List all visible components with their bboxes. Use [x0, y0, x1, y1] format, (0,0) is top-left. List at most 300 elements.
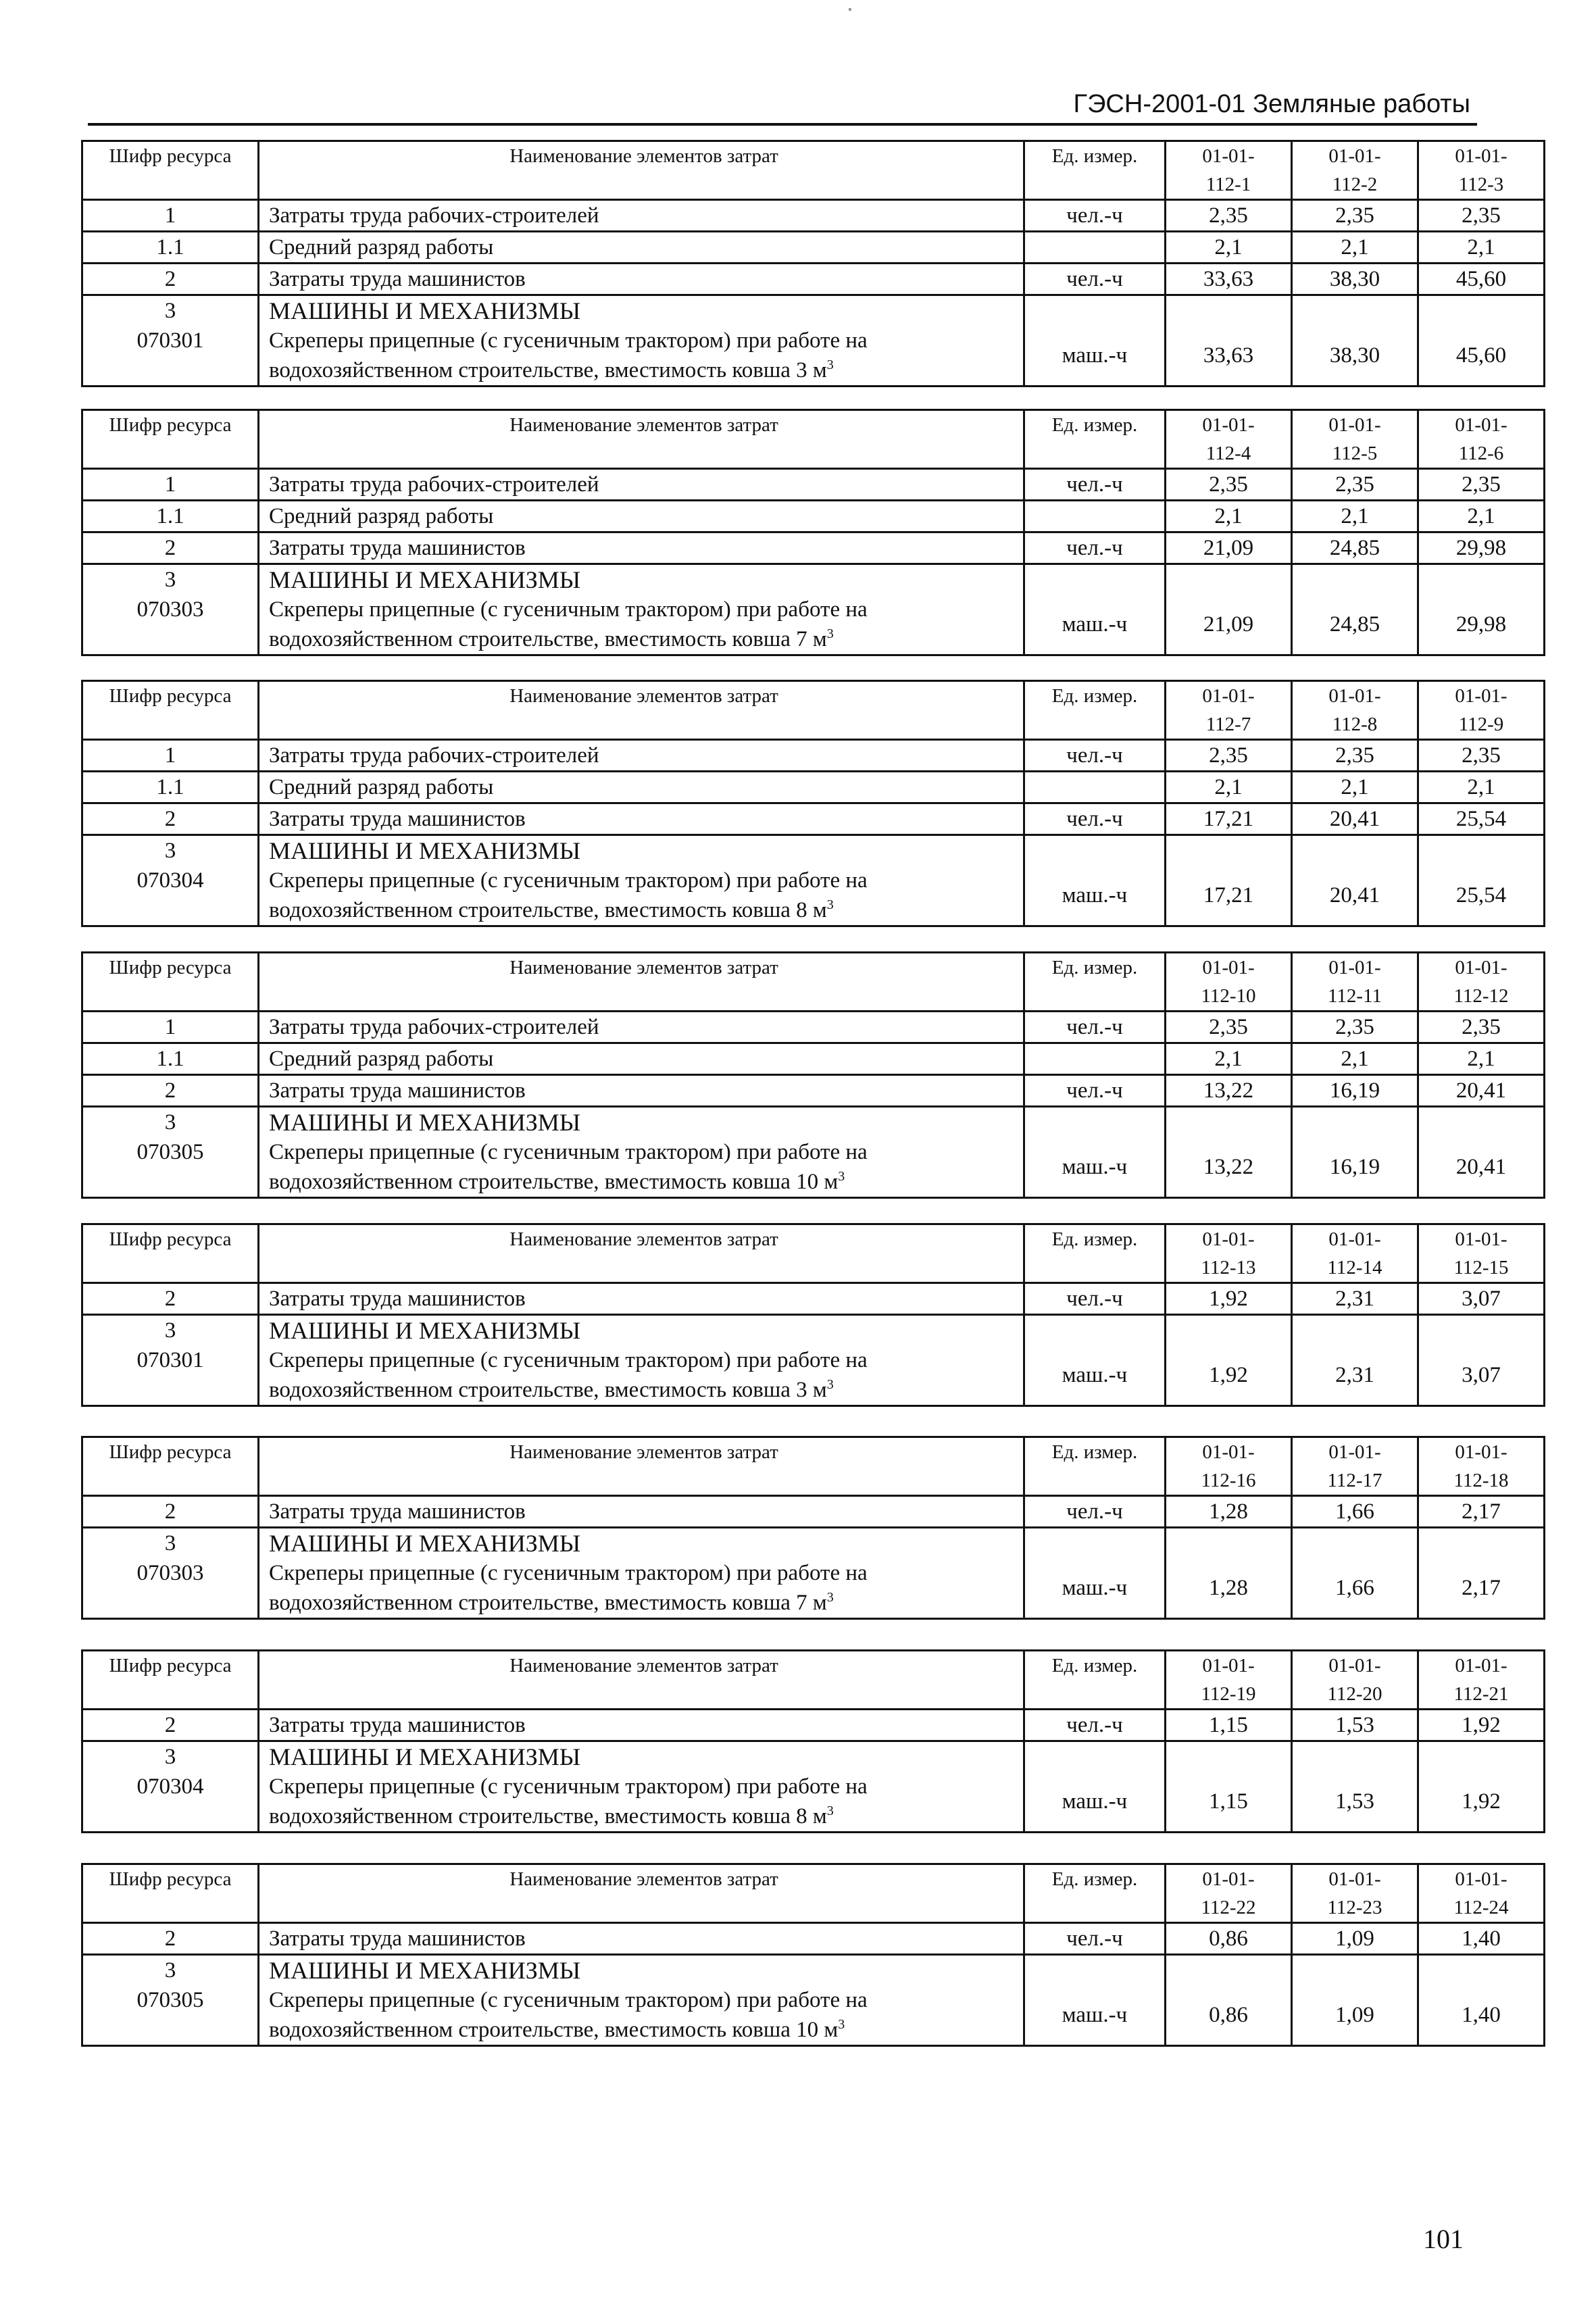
row-value: 2,35 [1166, 740, 1292, 772]
row-value: 2,1 [1418, 772, 1545, 803]
operators-row [82, 1283, 1545, 1315]
machine-description-line: Скреперы прицепные (с гусеничным трактором) при работе на [269, 1774, 868, 1799]
norm-code-part: 01-01- [1455, 957, 1507, 978]
norm-code-part: 01-01- [1455, 685, 1507, 707]
machine-description-line: Скреперы прицепные (с гусеничным трактором) при работе на [269, 868, 868, 893]
norm-code-part: 01-01- [1202, 1228, 1255, 1250]
row-name: Затраты труда машинистов [259, 532, 1024, 564]
row-value: 0,86 [1166, 1923, 1292, 1955]
row-value: 2,1 [1166, 232, 1292, 264]
machine-value: 21,09 [1166, 595, 1292, 655]
header-name: Наименование элементов затрат [259, 953, 1024, 1012]
operators-row [82, 1075, 1545, 1107]
row-unit: чел.-ч [1024, 1710, 1166, 1741]
row-name: Затраты труда машинистов [259, 1710, 1024, 1741]
machines-section-row [82, 1528, 1545, 1559]
operators-row [82, 1496, 1545, 1528]
header-unit: Ед. измер. [1024, 1437, 1166, 1496]
norm-code-part: 01-01- [1328, 685, 1381, 707]
empty-cell [1166, 1528, 1292, 1559]
norm-code-header [1418, 1864, 1545, 1923]
unit-superscript: 3 [826, 626, 834, 641]
norm-code-part: 112-8 [1332, 714, 1378, 735]
scan-speck [849, 8, 851, 11]
norm-code-header [1292, 681, 1418, 740]
row-name: Затраты труда машинистов [259, 1283, 1024, 1315]
norm-code-part: 01-01- [1202, 1655, 1255, 1676]
row-code: 1 [82, 1012, 259, 1043]
machine-description-line: Скреперы прицепные (с гусеничным трактором) при работе на [269, 1561, 868, 1585]
row-value: 1,40 [1418, 1923, 1545, 1955]
norm-code-part: 01-01- [1455, 414, 1507, 436]
machine-code: 070303 [82, 595, 259, 655]
machine-description-line [269, 624, 1019, 654]
machine-unit: маш.-ч [1024, 1772, 1166, 1833]
row-value: 25,54 [1418, 803, 1545, 835]
section-code: 3 [82, 1528, 259, 1559]
row-value: 16,19 [1292, 1075, 1418, 1107]
row-value: 1,92 [1418, 1710, 1545, 1741]
row-unit: чел.-ч [1024, 264, 1166, 295]
section-title: МАШИНЫ И МЕХАНИЗМЫ [259, 1741, 1024, 1772]
machine-value: 2,17 [1418, 1558, 1545, 1619]
machine-value: 45,60 [1418, 326, 1545, 387]
norm-code-header [1292, 1651, 1418, 1710]
row-unit: чел.-ч [1024, 469, 1166, 501]
row-code: 2 [82, 264, 259, 295]
unit-superscript: 3 [826, 1377, 834, 1392]
header-row [82, 1437, 1545, 1496]
machine-value: 13,22 [1166, 1137, 1292, 1198]
norm-code-header [1418, 953, 1545, 1012]
row-code: 1.1 [82, 772, 259, 803]
norm-code-part: 01-01- [1328, 1441, 1381, 1463]
norm-code-part: 112-19 [1201, 1683, 1256, 1705]
row-code: 1 [82, 469, 259, 501]
header-unit: Ед. измер. [1024, 1224, 1166, 1283]
row-value: 29,98 [1418, 532, 1545, 564]
resource-table [81, 680, 1545, 927]
header-row [82, 1864, 1545, 1923]
machine-description [259, 866, 1024, 926]
row-name: Затраты труда машинистов [259, 1496, 1024, 1528]
machine-capacity-text: водохозяйственном строительстве, вместимость ковша 10 м [269, 1170, 839, 1194]
empty-cell [1024, 1107, 1166, 1138]
row-value: 20,41 [1418, 1075, 1545, 1107]
norm-code-header [1166, 1651, 1292, 1710]
empty-cell [1418, 1741, 1545, 1772]
machine-capacity-text: водохозяйственном строительстве, вместимость ковша 10 м [269, 2018, 839, 2042]
row-value: 2,1 [1292, 772, 1418, 803]
norm-code-part: 01-01- [1202, 145, 1255, 167]
section-title: МАШИНЫ И МЕХАНИЗМЫ [259, 295, 1024, 326]
row-unit [1024, 772, 1166, 803]
row-value: 2,35 [1418, 1012, 1545, 1043]
page-number: 101 [1423, 2224, 1464, 2254]
header-unit: Ед. измер. [1024, 141, 1166, 200]
empty-cell [1166, 1955, 1292, 1986]
labor-row [82, 469, 1545, 501]
empty-cell [1024, 1741, 1166, 1772]
row-code: 2 [82, 1923, 259, 1955]
row-unit [1024, 1043, 1166, 1075]
machine-code: 070301 [82, 1345, 259, 1406]
empty-cell [1166, 564, 1292, 595]
grade-row [82, 1043, 1545, 1075]
empty-cell [1418, 1315, 1545, 1346]
norm-code-part: 01-01- [1455, 1655, 1507, 1676]
norm-code-part: 112-11 [1327, 985, 1382, 1007]
norm-code-header [1292, 1864, 1418, 1923]
empty-cell [1166, 295, 1292, 326]
header-code: Шифр ресурса [82, 681, 259, 740]
row-value: 2,1 [1292, 232, 1418, 264]
machine-capacity-text: водохозяйственном строительстве, вместимость ковша 8 м [269, 1804, 827, 1828]
header-name: Наименование элементов затрат [259, 1651, 1024, 1710]
machines-section-row [82, 1741, 1545, 1772]
norm-code-part: 112-20 [1327, 1683, 1382, 1705]
norm-code-part: 01-01- [1328, 1655, 1381, 1676]
norm-code-part: 112-23 [1327, 1897, 1382, 1918]
empty-cell [1292, 1107, 1418, 1138]
machine-value: 17,21 [1166, 866, 1292, 926]
row-code: 1.1 [82, 501, 259, 532]
row-value: 2,35 [1418, 200, 1545, 232]
norm-code-part: 112-10 [1201, 985, 1256, 1007]
row-name: Затраты труда рабочих-строителей [259, 469, 1024, 501]
empty-cell [1024, 1955, 1166, 1986]
header-code: Шифр ресурса [82, 953, 259, 1012]
norm-code-part: 112-13 [1201, 1257, 1256, 1278]
empty-cell [1418, 564, 1545, 595]
empty-cell [1418, 1955, 1545, 1986]
machine-description-line [269, 2015, 1019, 2045]
machine-description-line [269, 895, 1019, 925]
machine-value: 20,41 [1292, 866, 1418, 926]
norm-code-header [1166, 1437, 1292, 1496]
section-code: 3 [82, 1315, 259, 1346]
row-unit: чел.-ч [1024, 200, 1166, 232]
row-value: 2,35 [1418, 469, 1545, 501]
row-code: 2 [82, 803, 259, 835]
machine-description [259, 595, 1024, 655]
empty-cell [1418, 1107, 1545, 1138]
machine-unit: маш.-ч [1024, 595, 1166, 655]
resource-table [81, 1863, 1545, 2047]
machine-description [259, 1558, 1024, 1619]
operators-row [82, 1710, 1545, 1741]
operators-row [82, 803, 1545, 835]
grade-row [82, 501, 1545, 532]
empty-cell [1024, 835, 1166, 866]
machine-description-line [269, 355, 1019, 385]
operators-row [82, 264, 1545, 295]
row-value: 24,85 [1292, 532, 1418, 564]
machine-code: 070304 [82, 1772, 259, 1833]
empty-cell [1292, 564, 1418, 595]
empty-cell [1292, 295, 1418, 326]
row-value: 2,35 [1166, 200, 1292, 232]
row-value: 2,35 [1292, 740, 1418, 772]
norm-code-part: 112-12 [1453, 985, 1509, 1007]
machine-value: 25,54 [1418, 866, 1545, 926]
document-title: ГЭСН-2001-01 Земляные работы [1073, 90, 1470, 118]
norm-code-header [1166, 1864, 1292, 1923]
empty-cell [1292, 1315, 1418, 1346]
row-value: 2,35 [1292, 200, 1418, 232]
row-unit: чел.-ч [1024, 740, 1166, 772]
machine-code: 070304 [82, 866, 259, 926]
row-value: 2,1 [1418, 501, 1545, 532]
norm-code-header [1418, 410, 1545, 469]
norm-code-header [1166, 953, 1292, 1012]
machine-capacity-text: водохозяйственном строительстве, вместимость ковша 3 м [269, 1378, 827, 1402]
row-value: 2,1 [1418, 232, 1545, 264]
norm-code-header [1292, 141, 1418, 200]
norm-code-part: 01-01- [1328, 414, 1381, 436]
machines-section-row [82, 1107, 1545, 1138]
norm-code-header [1292, 1437, 1418, 1496]
row-name: Затраты труда рабочих-строителей [259, 740, 1024, 772]
norm-code-part: 112-21 [1453, 1683, 1509, 1705]
norm-code-part: 112-15 [1453, 1257, 1509, 1278]
empty-cell [1166, 835, 1292, 866]
machine-value: 24,85 [1292, 595, 1418, 655]
row-unit: чел.-ч [1024, 803, 1166, 835]
machine-description [259, 1345, 1024, 1406]
norm-code-part: 112-3 [1458, 174, 1504, 195]
machine-value: 29,98 [1418, 595, 1545, 655]
row-code: 1.1 [82, 1043, 259, 1075]
grade-row [82, 772, 1545, 803]
machine-description-line [269, 1167, 1019, 1197]
norm-code-part: 112-5 [1332, 443, 1378, 464]
row-unit: чел.-ч [1024, 1283, 1166, 1315]
machine-value: 1,92 [1418, 1772, 1545, 1833]
row-value: 2,1 [1292, 1043, 1418, 1075]
norm-code-part: 01-01- [1455, 1441, 1507, 1463]
row-code: 1 [82, 200, 259, 232]
row-name: Затраты труда машинистов [259, 1075, 1024, 1107]
row-value: 1,09 [1292, 1923, 1418, 1955]
machines-section-row [82, 1955, 1545, 1986]
machine-value: 0,86 [1166, 1985, 1292, 2046]
header-unit: Ед. измер. [1024, 953, 1166, 1012]
row-value: 2,35 [1166, 1012, 1292, 1043]
norm-code-part: 01-01- [1202, 414, 1255, 436]
row-name: Средний разряд работы [259, 501, 1024, 532]
header-row [82, 410, 1545, 469]
empty-cell [1024, 1315, 1166, 1346]
norm-code-part: 01-01- [1455, 145, 1507, 167]
machine-description-line: Скреперы прицепные (с гусеничным трактором) при работе на [269, 328, 868, 353]
machine-description-line [269, 1801, 1019, 1831]
header-row [82, 1224, 1545, 1283]
machine-value: 2,31 [1292, 1345, 1418, 1406]
norm-code-header [1166, 681, 1292, 740]
norm-code-header [1292, 1224, 1418, 1283]
norm-code-header [1418, 1437, 1545, 1496]
row-value: 20,41 [1292, 803, 1418, 835]
machine-value: 38,30 [1292, 326, 1418, 387]
empty-cell [1418, 835, 1545, 866]
norm-code-part: 112-4 [1205, 443, 1251, 464]
norm-code-part: 01-01- [1202, 685, 1255, 707]
empty-cell [1024, 1528, 1166, 1559]
empty-cell [1292, 1955, 1418, 1986]
header-code: Шифр ресурса [82, 141, 259, 200]
norm-code-part: 112-22 [1201, 1897, 1256, 1918]
labor-row [82, 740, 1545, 772]
machine-description [259, 1772, 1024, 1833]
section-title: МАШИНЫ И МЕХАНИЗМЫ [259, 835, 1024, 866]
resource-table [81, 409, 1545, 656]
empty-cell [1166, 1107, 1292, 1138]
machine-unit: маш.-ч [1024, 1137, 1166, 1198]
header-name: Наименование элементов затрат [259, 681, 1024, 740]
norm-code-part: 01-01- [1328, 1228, 1381, 1250]
norm-code-part: 112-18 [1453, 1470, 1509, 1491]
row-unit: чел.-ч [1024, 532, 1166, 564]
header-code: Шифр ресурса [82, 410, 259, 469]
header-code: Шифр ресурса [82, 1437, 259, 1496]
row-value: 2,17 [1418, 1496, 1545, 1528]
row-name: Затраты труда рабочих-строителей [259, 1012, 1024, 1043]
row-name: Затраты труда рабочих-строителей [259, 200, 1024, 232]
header-name: Наименование элементов затрат [259, 1224, 1024, 1283]
row-value: 1,15 [1166, 1710, 1292, 1741]
machine-code: 070301 [82, 326, 259, 387]
norm-code-part: 01-01- [1202, 1441, 1255, 1463]
row-name: Затраты труда машинистов [259, 264, 1024, 295]
row-unit: чел.-ч [1024, 1075, 1166, 1107]
section-title: МАШИНЫ И МЕХАНИЗМЫ [259, 1107, 1024, 1138]
resource-table [81, 1436, 1545, 1620]
header-code: Шифр ресурса [82, 1864, 259, 1923]
machine-row [82, 595, 1545, 655]
row-value: 2,35 [1418, 740, 1545, 772]
machine-description [259, 1137, 1024, 1198]
norm-code-part: 112-14 [1327, 1257, 1382, 1278]
machine-unit: маш.-ч [1024, 866, 1166, 926]
grade-row [82, 232, 1545, 264]
machine-description-line: Скреперы прицепные (с гусеничным трактором) при работе на [269, 1348, 868, 1372]
row-value: 1,53 [1292, 1710, 1418, 1741]
machine-value: 1,53 [1292, 1772, 1418, 1833]
machine-value: 20,41 [1418, 1137, 1545, 1198]
section-code: 3 [82, 295, 259, 326]
row-code: 1.1 [82, 232, 259, 264]
header-code: Шифр ресурса [82, 1224, 259, 1283]
header-name: Наименование элементов затрат [259, 1437, 1024, 1496]
machines-section-row [82, 295, 1545, 326]
row-code: 2 [82, 1075, 259, 1107]
machine-unit: маш.-ч [1024, 1985, 1166, 2046]
empty-cell [1024, 564, 1166, 595]
row-value: 2,35 [1292, 1012, 1418, 1043]
machine-description-line: Скреперы прицепные (с гусеничным трактором) при работе на [269, 597, 868, 622]
section-code: 3 [82, 835, 259, 866]
row-value: 2,1 [1166, 1043, 1292, 1075]
row-value: 2,1 [1292, 501, 1418, 532]
empty-cell [1418, 1528, 1545, 1559]
row-value: 33,63 [1166, 264, 1292, 295]
machines-section-row [82, 1315, 1545, 1346]
norm-code-part: 112-1 [1205, 174, 1251, 195]
header-row [82, 953, 1545, 1012]
machine-capacity-text: водохозяйственном строительстве, вместимость ковша 7 м [269, 1591, 827, 1615]
machines-section-row [82, 564, 1545, 595]
machine-unit: маш.-ч [1024, 1558, 1166, 1619]
row-name: Средний разряд работы [259, 772, 1024, 803]
machine-value: 1,40 [1418, 1985, 1545, 2046]
norm-code-part: 112-16 [1201, 1470, 1256, 1491]
machine-value: 3,07 [1418, 1345, 1545, 1406]
row-name: Средний разряд работы [259, 1043, 1024, 1075]
row-code: 2 [82, 1710, 259, 1741]
document-header [88, 86, 1477, 126]
row-value: 2,1 [1166, 501, 1292, 532]
empty-cell [1166, 1315, 1292, 1346]
norm-code-header [1166, 410, 1292, 469]
section-code: 3 [82, 1741, 259, 1772]
header-name: Наименование элементов затрат [259, 141, 1024, 200]
section-code: 3 [82, 564, 259, 595]
row-unit [1024, 501, 1166, 532]
operators-row [82, 532, 1545, 564]
row-value: 2,1 [1418, 1043, 1545, 1075]
row-value: 2,35 [1166, 469, 1292, 501]
unit-superscript: 3 [826, 897, 834, 912]
norm-code-part: 112-6 [1458, 443, 1504, 464]
norm-code-part: 112-7 [1205, 714, 1251, 735]
norm-code-part: 01-01- [1328, 145, 1381, 167]
header-unit: Ед. измер. [1024, 681, 1166, 740]
machine-unit: маш.-ч [1024, 326, 1166, 387]
header-unit: Ед. измер. [1024, 410, 1166, 469]
empty-cell [1292, 835, 1418, 866]
empty-cell [1292, 1528, 1418, 1559]
unit-superscript: 3 [826, 357, 834, 372]
header-unit: Ед. измер. [1024, 1651, 1166, 1710]
norm-code-header [1418, 1651, 1545, 1710]
row-name: Затраты труда машинистов [259, 803, 1024, 835]
norm-code-part: 01-01- [1202, 957, 1255, 978]
row-value: 17,21 [1166, 803, 1292, 835]
norm-code-part: 01-01- [1455, 1868, 1507, 1890]
machine-row [82, 326, 1545, 387]
row-unit [1024, 232, 1166, 264]
row-value: 2,31 [1292, 1283, 1418, 1315]
row-value: 21,09 [1166, 532, 1292, 564]
norm-code-part: 112-24 [1453, 1897, 1509, 1918]
empty-cell [1166, 1741, 1292, 1772]
resource-table [81, 951, 1545, 1199]
machine-value: 1,09 [1292, 1985, 1418, 2046]
machine-row [82, 1772, 1545, 1833]
row-value: 3,07 [1418, 1283, 1545, 1315]
labor-row [82, 200, 1545, 232]
section-title: МАШИНЫ И МЕХАНИЗМЫ [259, 564, 1024, 595]
machine-code: 070305 [82, 1137, 259, 1198]
unit-superscript: 3 [838, 1169, 845, 1184]
section-title: МАШИНЫ И МЕХАНИЗМЫ [259, 1528, 1024, 1559]
row-code: 2 [82, 532, 259, 564]
machine-value: 1,15 [1166, 1772, 1292, 1833]
norm-code-header [1166, 141, 1292, 200]
machine-description-line: Скреперы прицепные (с гусеничным трактором) при работе на [269, 1988, 868, 2012]
unit-superscript: 3 [826, 1590, 834, 1605]
